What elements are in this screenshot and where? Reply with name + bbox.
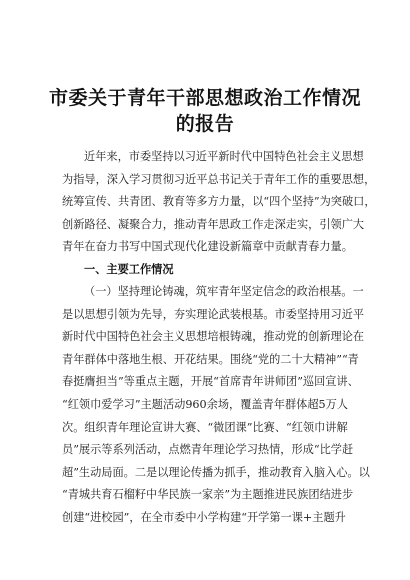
- intro-line: 为指导，深入学习贯彻习近平总书记关于青年工作的重要思想，: [62, 172, 376, 186]
- section-line: （一）坚持理论铸魂，筑牢青年坚定信念的政治根基。一: [84, 285, 364, 298]
- intro-line: 青年在奋力书写中国式现代化建设新篇章中贡献青春力量。: [62, 240, 353, 254]
- section-line: “青城共育石榴籽中华民族一家亲”为主题推进民族团结进步: [62, 488, 354, 502]
- section-line: 创建“进校园”，在全市委中小学构建“开学第一课+主题升: [62, 510, 346, 524]
- section-line: 员”展示等系列活动，点燃青年理论学习热情，形成“比学赶: [62, 443, 354, 457]
- section-heading: 一、主要工作情况: [84, 263, 174, 276]
- section-line: 新时代中国特色社会主义思想培根铸魂，推动党的创新理论在: [62, 330, 365, 344]
- intro-line: 近年来，市委坚持以习近平新时代中国特色社会主义思想: [84, 150, 364, 163]
- section-line: 是以思想引领为先导，夯实理论武装根基。市委坚持用习近平: [62, 307, 365, 321]
- document-title-line-2: 的报告: [175, 113, 235, 135]
- intro-line: 创新路径、凝聚合力，推动青年思政工作走深走实，引领广大: [62, 217, 365, 231]
- section-paragraph: [62, 281, 370, 530]
- document-title-line-1: 市委关于青年干部思想政治工作情况: [48, 87, 361, 109]
- intro-paragraph: [62, 146, 376, 259]
- intro-line: 统筹宣传、共青团、教育等多方力量，以“四个坚持”为突破口，: [62, 195, 376, 209]
- section-line: 次。组织青年理论宣讲大赛、“微团课”比赛、“红领巾讲解: [62, 420, 348, 434]
- section-line: 春挺膺担当”等重点主题，开展“首席青年讲师团”巡回宣讲、: [62, 375, 359, 389]
- section-line: 青年群体中落地生根、开花结果。围绕“党的二十大精神”“青: [62, 352, 359, 366]
- section-line: 超”生动局面。二是以理论传播为抓手，推动教育入脑入心。以: [62, 465, 370, 479]
- section-line: “红领巾爱学习”主题活动960余场，覆盖青年群体超5万人: [62, 397, 349, 411]
